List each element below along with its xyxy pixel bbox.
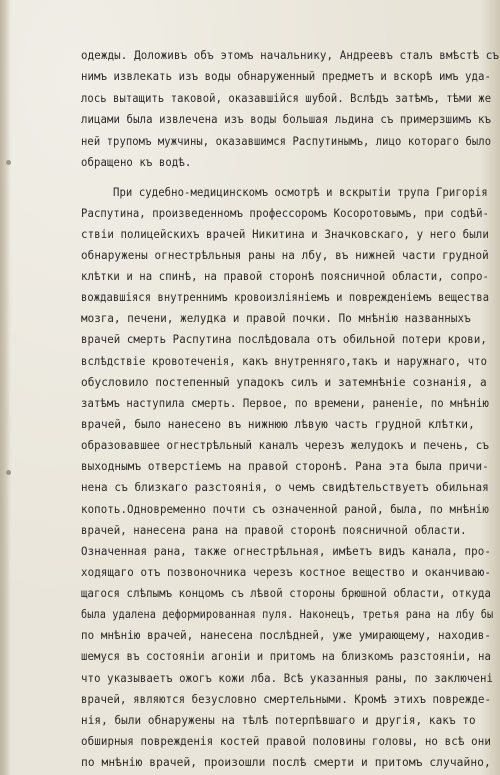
text-line: лицами была извлечена изъ воды большая льдина съ примерзшимъ къ	[81, 112, 492, 127]
text-line: врачей смерть Распутина послѣдовала отъ обильной потери крови,	[81, 332, 487, 347]
text-line: обращено къ водѣ.	[81, 155, 192, 170]
text-line: обнаружены огнестрѣльныя раны на лбу, въ нижней части грудной	[81, 247, 489, 262]
text-line: обширныя поврежденія костей правой половины головы, но всѣ они	[81, 733, 491, 748]
text-line: лось вытащить таковой, оказавшійся шубой. Вслѣдъ затѣмъ, тѣми же	[81, 90, 492, 105]
text-line: образовавшее огнестрѣльный каналъ черезъ желудокъ и печень, съ	[81, 438, 489, 453]
text-line: щагося слѣпымъ концомъ съ лѣвой стороны брюшной области, откуда	[81, 586, 492, 600]
text-line: по мнѣнію врачей, произошли послѣ смерти и притомъ случайно,	[81, 755, 491, 769]
text-line: Распутина, произведенномъ профессоромъ Косоротовымъ, при содѣй-	[81, 205, 490, 220]
text-line: вождавшіяся внутреннимъ кровоизліяніемъ и поврежденіемъ вещества	[81, 290, 490, 305]
text-line: клѣтки и на спинѣ, на правой сторонѣ поясничной области, сопро-	[81, 269, 490, 284]
text-line: Означенная рана, также огнестрѣльная, имѣетъ видъ канала, про-	[81, 543, 491, 558]
text-line: ней трупомъ мужчины, оказавшимся Распутинымъ, лицо котораго было	[81, 133, 492, 148]
text-line: врачей, было нанесено въ нижнюю лѣвую часть грудной клѣтки,	[81, 417, 475, 431]
text-line: нимъ извлекать изъ воды обнаруженный предметъ и вскорѣ имъ уда-	[81, 69, 492, 84]
text-line: одежды. Доложивъ объ этомъ начальнику, Андреевъ сталъ вмѣстѣ съ	[81, 48, 500, 62]
text-line: выходнымъ отверстіемъ на правой сторонѣ. Рана эта была причи-	[81, 459, 489, 474]
text-line: копоть.Одновременно почти съ означенной раной, была, по мнѣнію	[81, 501, 489, 516]
text-line: врачей, нанесена рана на правой сторонѣ поясничной области.	[81, 522, 467, 537]
text-line: вслѣдствіе кровотеченія, какъ внутренняго,такъ и наружнаго, что	[81, 353, 488, 368]
text-line: шемуся въ состояніи агоніи и притомъ на близкомъ разстояніи, на	[81, 649, 492, 664]
text-line: нія, были обнаружены на тѣлѣ потерпѣвшаго и другія, какъ то	[81, 712, 476, 727]
text-line: врачей, являются безусловно смертельными. Кромѣ этихъ поврежде-	[81, 691, 492, 706]
text-line: мозга, печени, желудка и правой почки. По мнѣнію названныхъ	[81, 311, 471, 326]
text-line: ходящаго отъ позвоночника черезъ костное вещество и оканчиваю-	[81, 564, 491, 579]
text-line: что указываетъ ожогъ кожи лба. Всѣ указанныя раны, по заключені	[81, 670, 494, 685]
text-line: обусловило постепенный упадокъ силъ и затемнѣніе сознанія, а	[81, 374, 487, 389]
text-line: нена съ близкаго разстоянія, о чемъ свидѣтельствуетъ обильная	[81, 480, 489, 495]
text-line: по мнѣнію врачей, нанесена послѣдней, уже умирающему, находив-	[81, 628, 491, 643]
text-line: ствіи полицейскихъ врачей Никитина и Значковскаго, у него были	[81, 226, 489, 241]
text-line: затѣмъ наступила смерть. Первое, по времени, раненіе, по мнѣнію	[81, 395, 490, 410]
text-line: была удалена деформированная пуля. Наконецъ, третья рана на лбу бы	[81, 607, 494, 622]
text-line: При судебно-медицинскомъ осмотрѣ и вскрытіи трупа Григорія	[113, 184, 488, 199]
